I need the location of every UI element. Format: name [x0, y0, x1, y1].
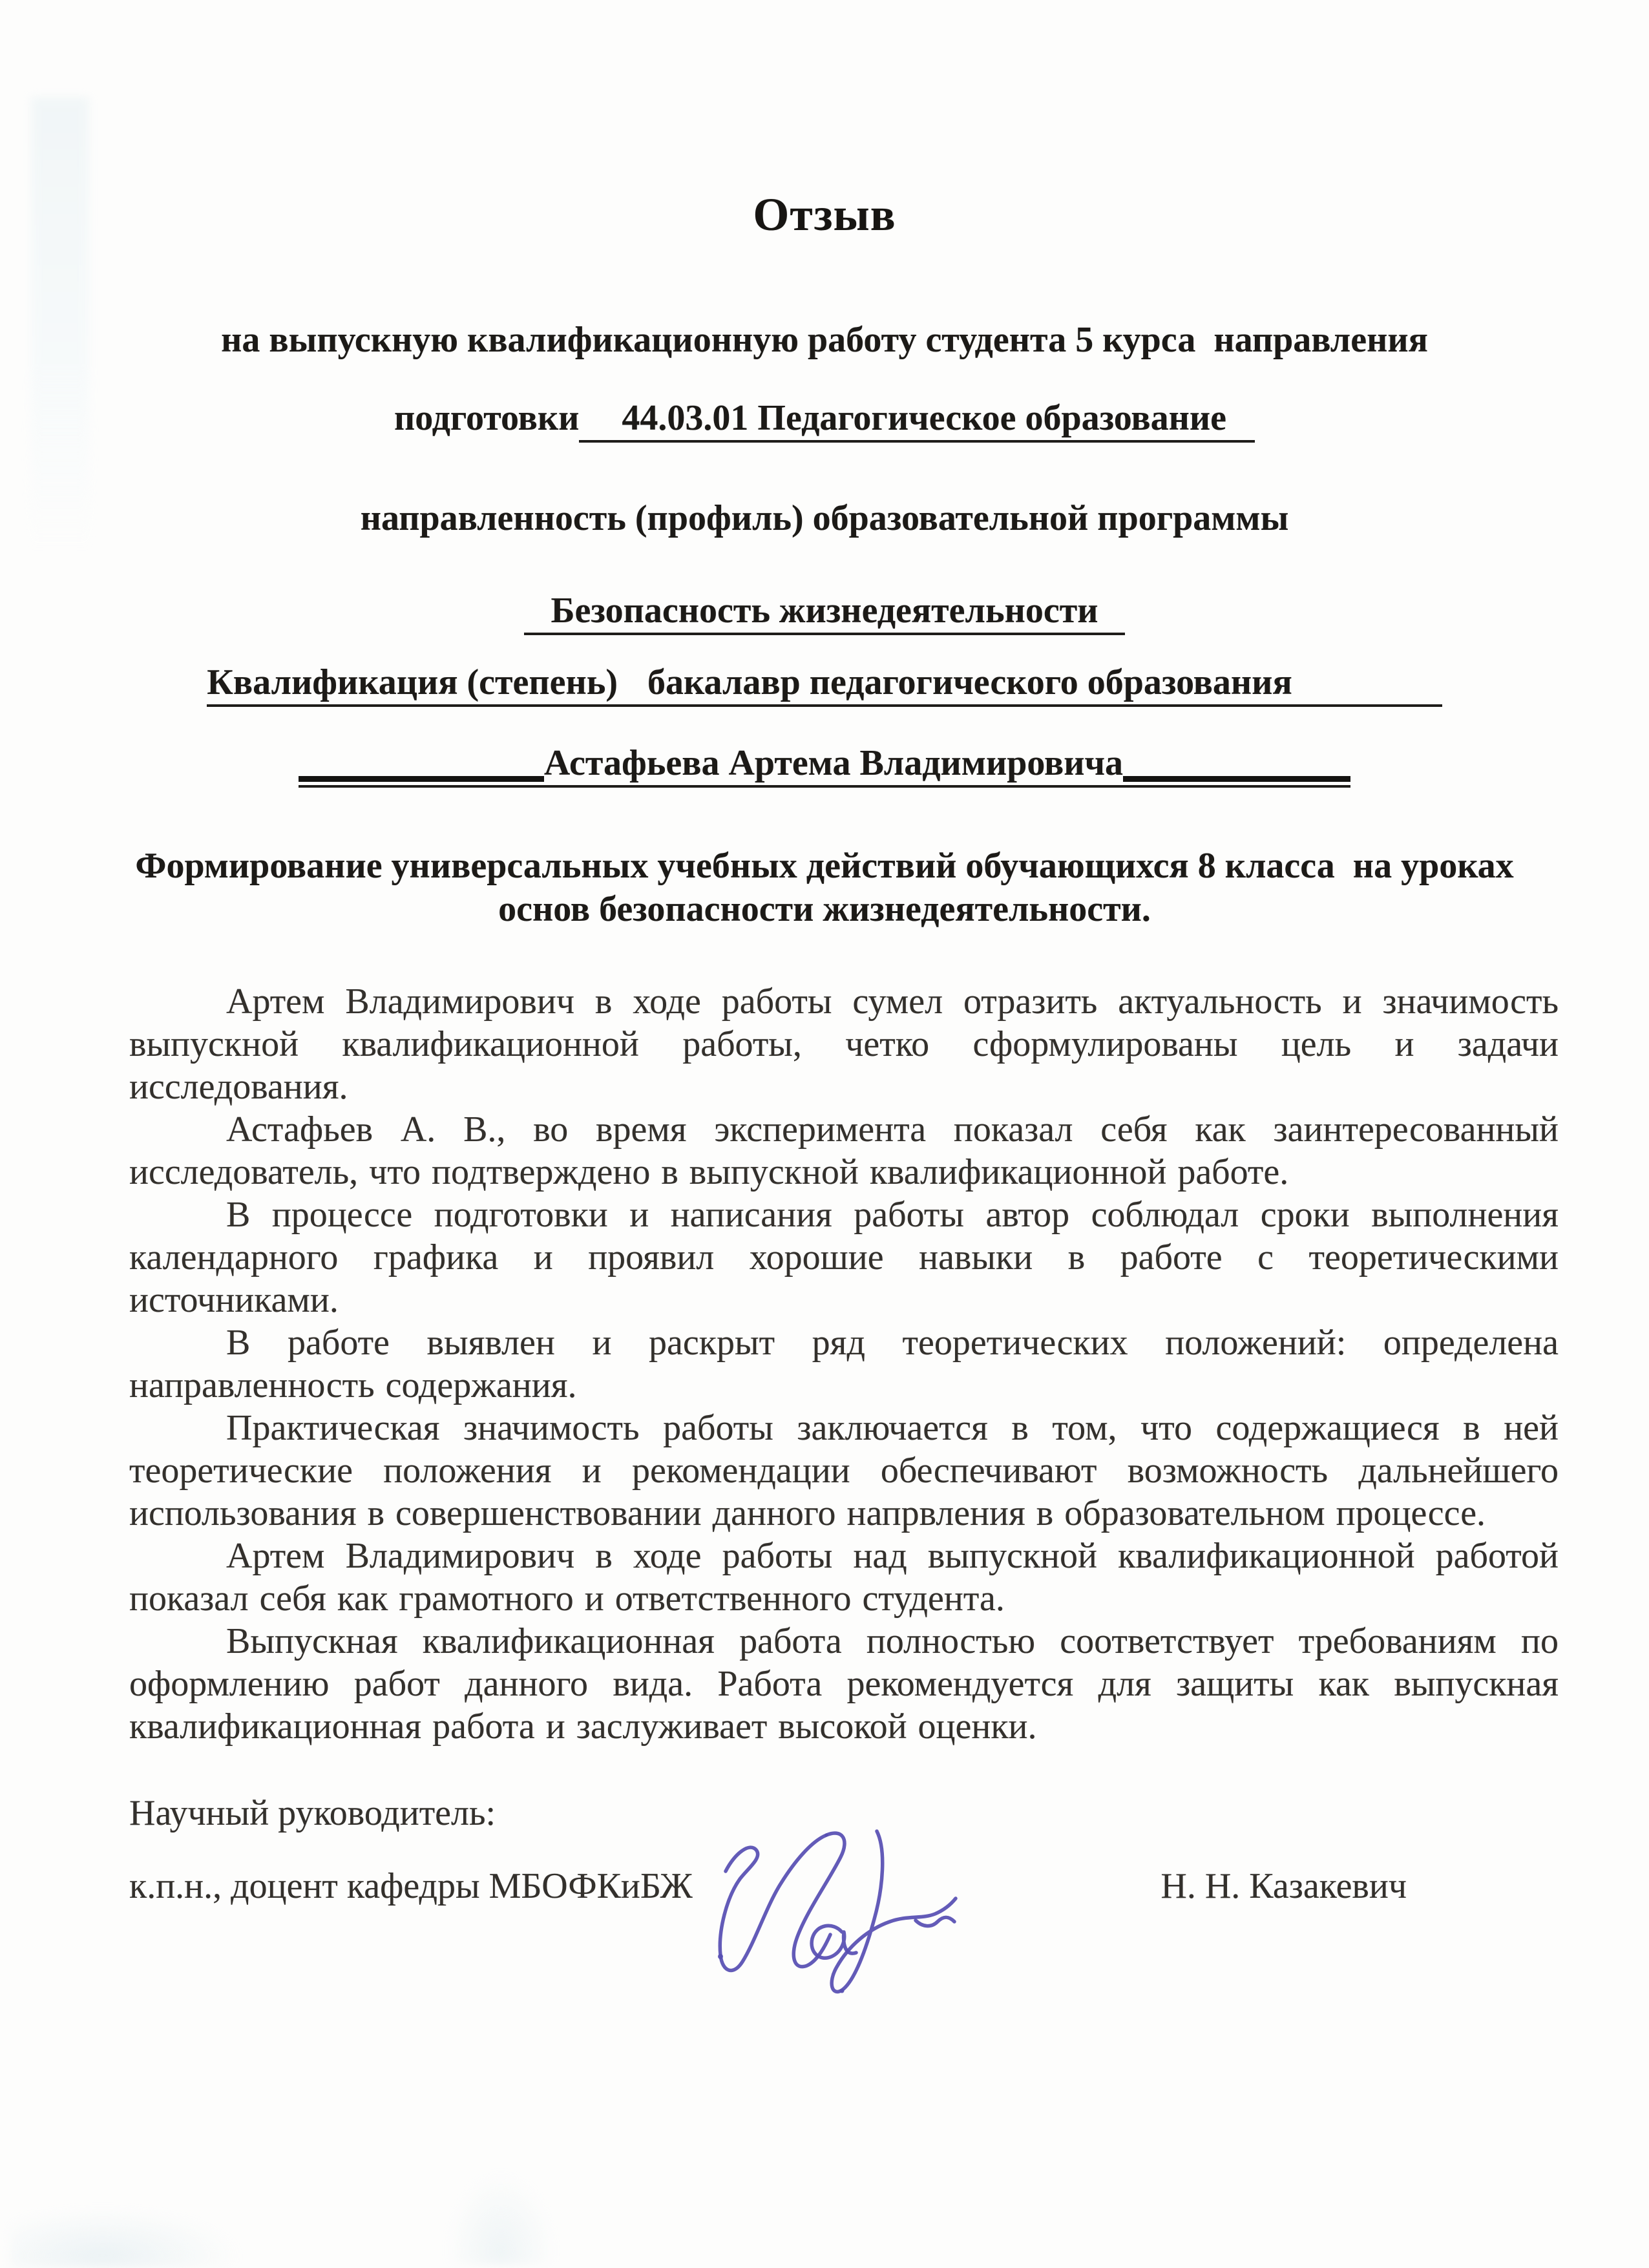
header-profile-value-line — [0, 589, 1649, 635]
program-value: 44.03.01 Педагогическое образование — [622, 398, 1227, 438]
header-profile-line — [0, 497, 1649, 540]
header-work-text: на выпускную квалификационную работу студента 5 курса направления — [221, 320, 1428, 360]
header-program-line — [0, 397, 1649, 443]
header-student-line — [0, 742, 1649, 788]
supervisor-position: к.п.н., доцент кафедры МБОФКиБЖ — [129, 1866, 693, 1906]
underscore-run — [1123, 776, 1350, 782]
body-paragraph: Выпускная квалификационная работа полностью соответствует требованиям по оформлению работ данного вида. Работа рекомендуется для защиты как выпускная квалификационная работа и заслуживает высокой оценки. — [129, 1621, 1559, 1747]
body-paragraph: В процессе подготовки и написания работы автор соблюдал сроки выполнения календарного графика и проявил хорошие навыки в работе с теоретическими источниками. — [129, 1195, 1559, 1320]
thesis-title: Формирование универсальных учебных действий обучающихся 8 класса на уроках основ безопасности жизнедеятельности. — [135, 846, 1523, 929]
body-paragraph: В работе выявлен и раскрыт ряд теоретических положений: определена направленность содержания. — [129, 1323, 1559, 1405]
scan-artifact — [10, 2207, 242, 2268]
review-body — [0, 980, 1649, 1748]
profile-value: Безопасность жизнедеятельности — [551, 591, 1098, 631]
document-header — [0, 0, 1649, 980]
handwritten-signature — [708, 1808, 960, 2015]
student-name: Астафьева Артема Владимировича — [543, 743, 1124, 783]
profile-label: направленность (профиль) образовательной программы — [360, 498, 1289, 538]
qualification-value: бакалавр педагогического образования — [647, 662, 1292, 702]
scan-artifact — [446, 2171, 556, 2265]
body-paragraph: Артем Владимирович в ходе работы сумел отразить актуальность и значимость выпускной квалификационной работы, четко сформулированы цель и задачи исследования. — [129, 982, 1559, 1107]
body-paragraph: Артем Владимирович в ходе работы над выпускной квалификационной работой показал себя как грамотного и ответственного студента. — [129, 1536, 1559, 1619]
body-paragraph: Практическая значимость работы заключается в том, что содержащиеся в ней теоретические положения и рекомендации обеспечивают возможность дальнейшего использования в совершенствовании данного напрвления в образовательном процессе. — [129, 1408, 1559, 1533]
supervisor-section-label: Научный руководитель: — [129, 1793, 496, 1833]
page-title: Отзыв — [753, 189, 896, 240]
program-label: подготовки — [394, 398, 580, 438]
qualification-label: Квалификация (степень) — [207, 662, 618, 702]
supervisor-name: Н. Н. Казакевич — [1161, 1866, 1407, 1906]
underscore-run — [299, 776, 544, 782]
body-paragraph: Астафьев А. В., во время эксперимента показал себя как заинтересованный исследователь, что подтверждено в выпускной квалификационной работе. — [129, 1109, 1559, 1192]
header-qualification-line — [0, 661, 1649, 707]
header-work-line — [0, 319, 1649, 362]
signature-row — [0, 1865, 1649, 1908]
